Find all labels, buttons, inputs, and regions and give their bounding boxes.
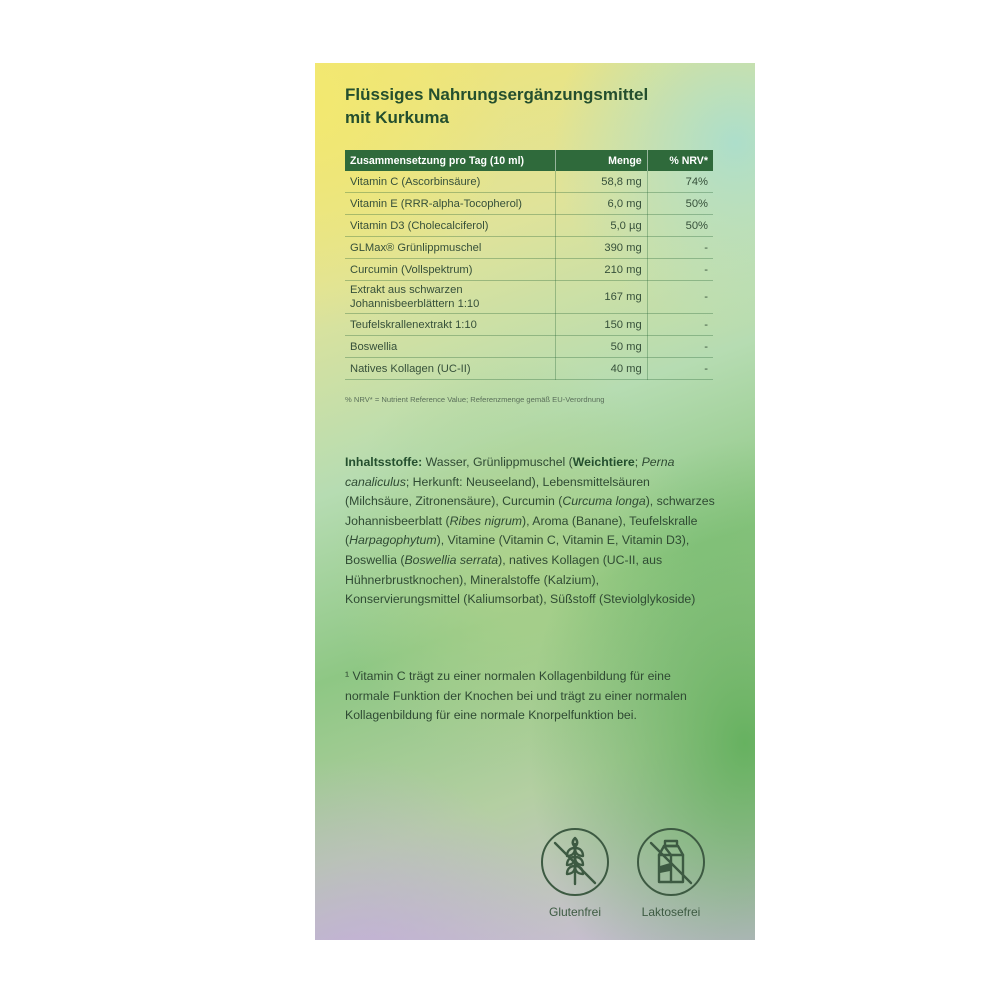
ingredients-part: ), schwarzes Johannisbeerblatt ( xyxy=(345,494,715,528)
ingredients-latin: Boswellia serrata xyxy=(404,552,499,567)
row-name: Curcumin (Vollspektrum) xyxy=(345,259,555,281)
row-amount: 150 mg xyxy=(555,314,647,336)
row-nrv: 50% xyxy=(647,215,713,237)
row-name: Extrakt aus schwarzen Johannisbeerblättern 1:10 xyxy=(345,281,555,314)
wheat-crossed-icon xyxy=(543,830,607,894)
ingredients-part: ), natives Kollagen (UC-II, aus Hühnerbrustknochen), Mineralstoffe (Kalzium), Konservierungsmittel (Kaliumsorbat), Süßstoff (Steviolglykoside) xyxy=(345,552,696,607)
ingredients-part: ), Vitamine (Vitamin C, Vitamin E, Vitamin D3), Boswellia ( xyxy=(345,533,690,567)
milk-carton-crossed-icon xyxy=(639,830,703,894)
ingredients-latin: Harpagophytum xyxy=(349,533,437,548)
claim-marker: ¹ xyxy=(345,669,350,683)
ingredients-latin: Ribes nigrum xyxy=(449,513,523,528)
row-nrv: - xyxy=(647,314,713,336)
title-line-2: mit Kurkuma xyxy=(345,108,449,127)
ingredients-text xyxy=(345,453,715,610)
row-name: Vitamin D3 (Cholecalciferol) xyxy=(345,215,555,237)
ingredients-part: Wasser, Grünlippmuschel ( xyxy=(422,455,573,469)
nutrition-table xyxy=(345,150,713,380)
product-title xyxy=(345,83,745,129)
row-amount: 58,8 mg xyxy=(555,171,647,193)
ingredients-part: ; xyxy=(634,455,642,469)
ingredients-label: Inhaltsstoffe: xyxy=(345,455,423,469)
row-amount: 390 mg xyxy=(555,237,647,259)
row-amount: 210 mg xyxy=(555,259,647,281)
table-row xyxy=(345,358,713,380)
table-row xyxy=(345,215,713,237)
row-nrv: 74% xyxy=(647,171,713,193)
table-row xyxy=(345,336,713,358)
row-amount: 40 mg xyxy=(555,358,647,380)
row-nrv: - xyxy=(647,259,713,281)
ingredients-latin: Curcuma longa xyxy=(562,494,646,509)
row-name: Vitamin E (RRR-alpha-Tocopherol) xyxy=(345,193,555,215)
ingredients-allergen: Weichtiere xyxy=(572,455,635,469)
table-row xyxy=(345,193,713,215)
row-name: Vitamin C (Ascorbinsäure) xyxy=(345,171,555,193)
row-name: GLMax® Grünlippmuschel xyxy=(345,237,555,259)
table-row xyxy=(345,314,713,336)
row-amount: 50 mg xyxy=(555,336,647,358)
header-composition: Zusammensetzung pro Tag (10 ml) xyxy=(345,150,555,171)
lactose-free-badge xyxy=(631,828,711,919)
table-header-row xyxy=(345,150,713,171)
row-name: Natives Kollagen (UC-II) xyxy=(345,358,555,380)
row-nrv: - xyxy=(647,336,713,358)
row-amount: 167 mg xyxy=(555,281,647,314)
table-row xyxy=(345,259,713,281)
ingredients-part: ), Aroma (Banane), Teufelskralle ( xyxy=(345,513,698,548)
header-amount: Menge xyxy=(555,150,647,171)
row-nrv: 50% xyxy=(647,193,713,215)
row-nrv: - xyxy=(647,237,713,259)
row-amount: 6,0 mg xyxy=(555,193,647,215)
row-nrv: - xyxy=(647,358,713,380)
product-label-panel xyxy=(315,63,755,940)
gluten-free-badge xyxy=(535,828,615,919)
gluten-free-label: Glutenfrei xyxy=(548,905,602,919)
table-row xyxy=(345,171,713,193)
row-name: Teufelskrallenextrakt 1:10 xyxy=(345,314,555,336)
table-row xyxy=(345,281,713,314)
row-amount: 5,0 µg xyxy=(555,215,647,237)
health-claim-text xyxy=(345,667,715,726)
header-nrv: % NRV* xyxy=(647,150,713,171)
claim-body: Vitamin C trägt zu einer normalen Kollagenbildung für eine normale Funktion der Knochen bei und trägt zu einer normalen Kollagenbildung für eine normale Knorpelfunktion bei. xyxy=(345,669,687,723)
table-row xyxy=(345,237,713,259)
lactose-free-label: Laktosefrei xyxy=(641,905,701,919)
row-name: Boswellia xyxy=(345,336,555,358)
title-line-1: Flüssiges Nahrungsergänzungsmittel xyxy=(345,85,649,104)
ingredients-latin: Perna canaliculus xyxy=(345,455,675,489)
nrv-footnote: % NRV* = Nutrient Reference Value; Referenzmenge gemäß EU-Verordnung xyxy=(345,395,605,404)
ingredients-part: ; Herkunft: Neuseeland), Lebensmittelsäuren (Milchsäure, Zitronensäure), Curcumin ( xyxy=(345,474,650,509)
row-nrv: - xyxy=(647,281,713,314)
